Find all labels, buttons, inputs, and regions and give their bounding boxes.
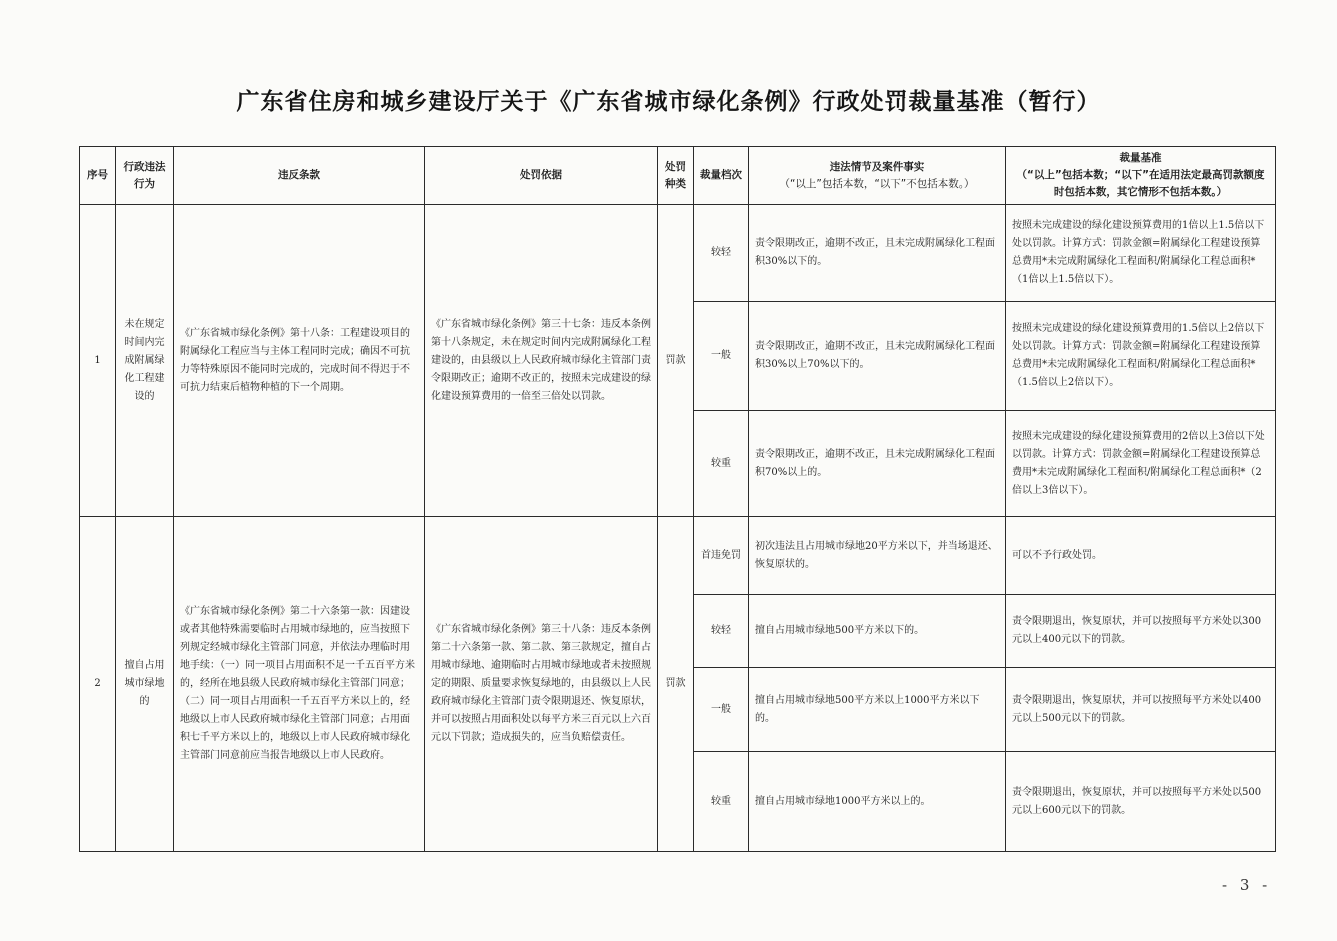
row-circumstances: 责令限期改正，逾期不改正，且未完成附属绿化工程面积70%以上的。 [749,411,1006,517]
row-level: 一般 [694,668,749,752]
row-circumstances: 责令限期改正，逾期不改正，且未完成附属绿化工程面积30%以上70%以下的。 [749,302,1006,411]
header-circumstances-title: 违法情节及案件事实 [829,160,925,173]
row-penalty-type: 罚款 [658,517,694,852]
row-circumstances: 初次违法且占用城市绿地20平方米以下，并当场退还、恢复原状的。 [749,517,1006,595]
penalty-standard-table [79,146,1276,852]
row-circumstances: 擅自占用城市绿地500平方米以下的。 [749,595,1006,668]
header-circumstances [749,147,1006,205]
table-row [80,517,1276,595]
row-level: 较重 [694,752,749,852]
row-circumstances: 擅自占用城市绿地500平方米以上1000平方米以下的。 [749,668,1006,752]
row-seq: 2 [80,517,116,852]
header-violated-clause: 违反条款 [174,147,425,205]
header-row [80,147,1276,205]
row-level: 较轻 [694,205,749,302]
row-seq: 1 [80,205,116,517]
row-penalty-basis: 《广东省城市绿化条例》第三十七条：违反本条例第十八条规定，未在规定时间内完成附属绿化工程建设的，由县级以上人民政府城市绿化主管部门责令限期改正；逾期不改正的，按照未完成建设的绿化建设预算费用的一倍至三倍处以罚款。 [425,205,658,517]
document-title: 广东省住房和城乡建设厅关于《广东省城市绿化条例》行政处罚裁量基准（暂行） [236,89,1101,115]
header-discretion-level: 裁量档次 [694,147,749,205]
row-violated-clause: 《广东省城市绿化条例》第二十六条第一款：因建设或者其他特殊需要临时占用城市绿地的，应当按照下列规定经城市绿化主管部门同意，并依法办理临时用地手续：（一）同一项目占用面积不足一千五百平方米的，经所在地县级人民政府城市绿化主管部门同意；（二）同一项目占用面积一千五百平方米以上的，经地级以上市人民政府城市绿化主管部门同意；占用面积七千平方米以上的，地级以上市人民政府城市绿化主管部门同意前应当报告地级以上市人民政府。 [174,517,425,852]
header-standard [1006,147,1276,205]
page-number: - 3 - [1222,876,1272,894]
row-standard: 按照未完成建设的绿化建设预算费用的1倍以上1.5倍以下处以罚款。计算方式：罚款金额=附属绿化工程建设预算总费用*未完成附属绿化工程面积/附属绿化工程总面积*（1倍以上1.5倍以下）。 [1006,205,1276,302]
row-standard: 责令限期退出，恢复原状，并可以按照每平方米处以500元以上600元以下的罚款。 [1006,752,1276,852]
row-level: 首违免罚 [694,517,749,595]
row-level: 一般 [694,302,749,411]
header-standard-note: （“以上”包括本数；“以下”在适用法定最高罚款额度时包括本数，其它情形不包括本数。） [1016,169,1265,198]
row-penalty-basis: 《广东省城市绿化条例》第三十八条：违反本条例第二十六条第一款、第二款、第三款规定，擅自占用城市绿地、逾期临时占用城市绿地或者未按照规定的期限、质量要求恢复绿地的，由县级以上人民政府城市绿化主管部门责令限期退还、恢复原状，并可以按照占用面积处以每平方米三百元以上六百元以下罚款；造成损失的，应当负赔偿责任。 [425,517,658,852]
row-standard: 责令限期退出，恢复原状，并可以按照每平方米处以400元以上500元以下的罚款。 [1006,668,1276,752]
row-circumstances: 擅自占用城市绿地1000平方米以上的。 [749,752,1006,852]
row-standard: 按照未完成建设的绿化建设预算费用的2倍以上3倍以下处以罚款。计算方式：罚款金额=附属绿化工程建设预算总费用*未完成附属绿化工程面积/附属绿化工程总面积*（2倍以上3倍以下）。 [1006,411,1276,517]
header-behavior: 行政违法行为 [116,147,174,205]
header-circumstances-note: （“以上”包括本数，“以下”不包括本数。） [779,177,975,190]
row-level: 较重 [694,411,749,517]
row-behavior: 未在规定时间内完成附属绿化工程建设的 [116,205,174,517]
table-row [80,205,1276,302]
row-violated-clause: 《广东省城市绿化条例》第十八条：工程建设项目的附属绿化工程应当与主体工程同时完成；确因不可抗力等特殊原因不能同时完成的，完成时间不得迟于不可抗力结束后植物种植的下一个周期。 [174,205,425,517]
row-standard: 按照未完成建设的绿化建设预算费用的1.5倍以上2倍以下处以罚款。计算方式：罚款金额=附属绿化工程建设预算总费用*未完成附属绿化工程面积/附属绿化工程总面积*（1.5倍以上2倍以下）。 [1006,302,1276,411]
header-penalty-basis: 处罚依据 [425,147,658,205]
header-standard-title: 裁量基准 [1119,152,1162,164]
row-level: 较轻 [694,595,749,668]
row-circumstances: 责令限期改正，逾期不改正，且未完成附属绿化工程面积30%以下的。 [749,205,1006,302]
row-standard: 责令限期退出，恢复原状，并可以按照每平方米处以300元以上400元以下的罚款。 [1006,595,1276,668]
row-behavior: 擅自占用城市绿地的 [116,517,174,852]
header-penalty-type: 处罚种类 [658,147,694,205]
header-seq: 序号 [80,147,116,205]
row-penalty-type: 罚款 [658,205,694,517]
row-standard: 可以不予行政处罚。 [1006,517,1276,595]
